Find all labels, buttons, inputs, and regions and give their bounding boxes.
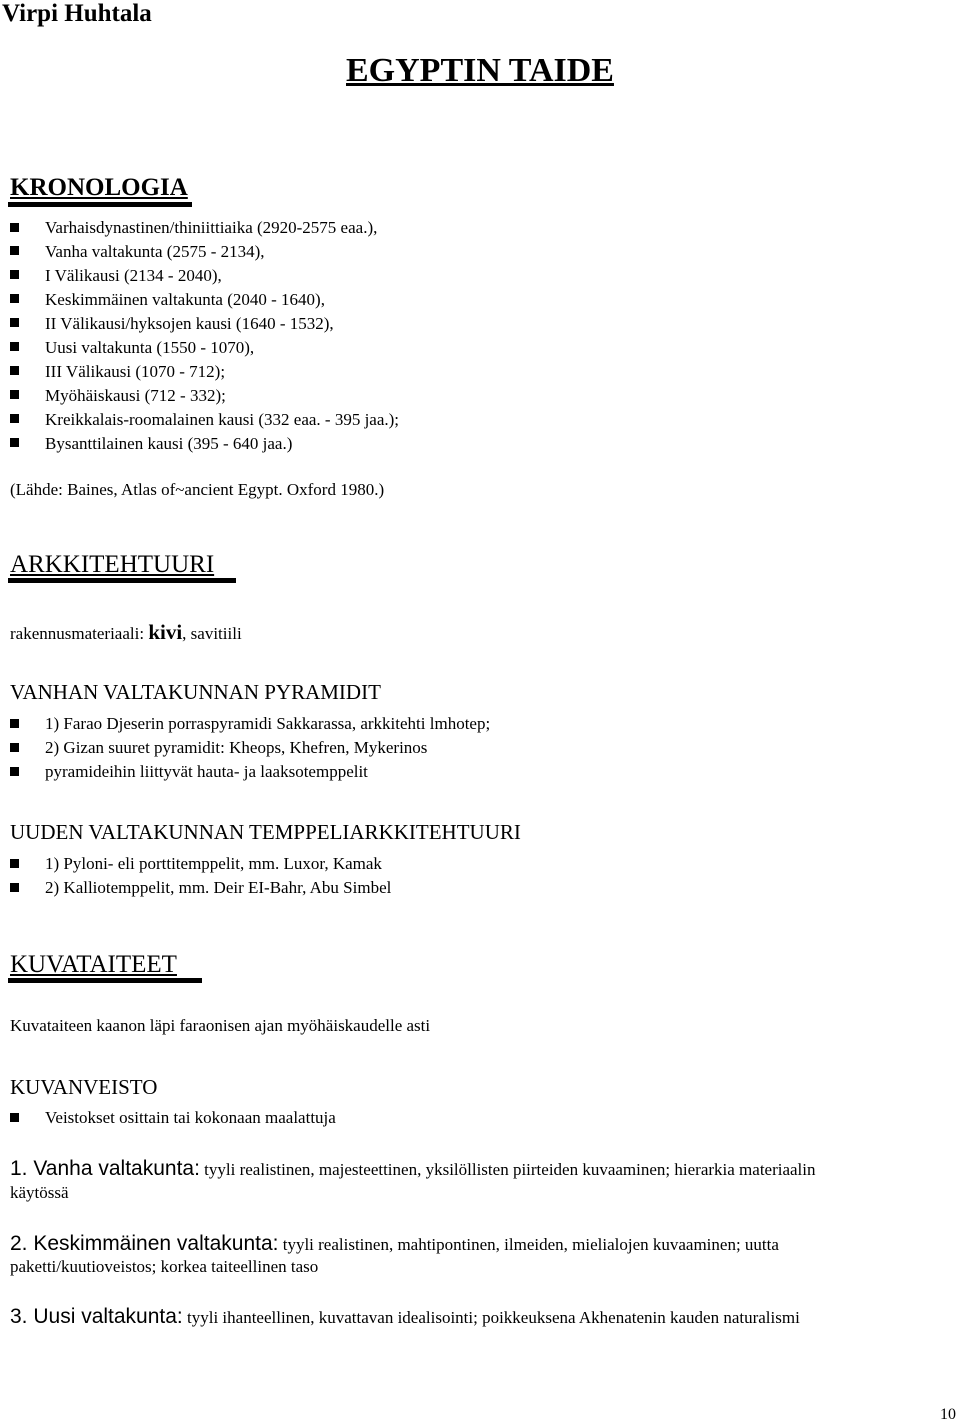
subheading-old-kingdom-pyramids: VANHAN VALTAKUNNAN PYRAMIDIT [10, 680, 381, 704]
bullet-icon [10, 719, 19, 728]
list-item: Myöhäiskausi (712 - 332); [45, 386, 226, 405]
period-middle-kingdom [10, 1232, 779, 1256]
period-text: tyyli realistinen, majesteettinen, yksilöllisten piirteiden kuvaaminen; hierarkia materiaalin [199, 1160, 816, 1179]
period-label: 2. Keskimmäinen valtakunta: [10, 1232, 279, 1255]
list-item: III Välikausi (1070 - 712); [45, 362, 226, 381]
section-heading-visual-arts: KUVATAITEET [10, 951, 177, 978]
document-title: EGYPTIN TAIDE [346, 52, 614, 89]
list-item: Varhaisdynastinen/thiniittiaika (2920-2575 eaa.), [45, 218, 378, 237]
bullet-icon [10, 883, 19, 892]
section-heading-chronology: KRONOLOGIA [10, 174, 188, 201]
list-item: 2) Gizan suuret pyramidit: Kheops, Khefren, Mykerinos [45, 738, 428, 757]
bullet-icon [10, 270, 19, 279]
list-item: 1) Farao Djeserin porraspyramidi Sakkarassa, arkkitehti lmhotep; [45, 714, 491, 733]
bullet-icon [10, 390, 19, 399]
bullet-icon [10, 342, 19, 351]
materials-suffix: , savitiili [182, 624, 242, 643]
subheading-sculpture: KUVANVEISTO [10, 1075, 158, 1099]
list-item: Bysanttilainen kausi (395 - 640 jaa.) [45, 434, 293, 453]
bullet-icon [10, 859, 19, 868]
bullet-icon [10, 767, 19, 776]
bullet-icon [10, 223, 19, 232]
list-item: I Välikausi (2134 - 2040), [45, 266, 222, 285]
bullet-icon [10, 438, 19, 447]
bullet-icon [10, 743, 19, 752]
period-label: 1. Vanha valtakunta: [10, 1157, 200, 1180]
author-name: Virpi Huhtala [2, 0, 152, 27]
section-heading-architecture: ARKKITEHTUURI [10, 551, 215, 578]
period-label: 3. Uusi valtakunta: [10, 1305, 183, 1328]
list-item: 2) Kalliotemppelit, mm. Deir EI-Bahr, Abu Simbel [45, 878, 392, 897]
page-number: 10 [940, 1406, 956, 1423]
heading-underline-bar [8, 578, 236, 583]
list-item: 1) Pyloni- eli porttitemppelit, mm. Luxor, Kamak [45, 854, 382, 873]
bullet-icon [10, 414, 19, 423]
period-old-kingdom [10, 1157, 816, 1181]
bullet-icon [10, 1113, 19, 1122]
period-continuation: paketti/kuutioveistos; korkea taiteellinen taso [10, 1257, 319, 1276]
materials-line [10, 620, 242, 645]
list-item: pyramideihin liittyvät hauta- ja laaksotemppelit [45, 762, 368, 781]
bullet-icon [10, 246, 19, 255]
materials-main: kivi [148, 620, 183, 644]
materials-prefix: rakennusmateriaali: [10, 624, 149, 643]
list-item: Vanha valtakunta (2575 - 2134), [45, 242, 265, 261]
period-continuation: käytössä [10, 1183, 69, 1202]
subheading-new-kingdom-temples: UUDEN VALTAKUNNAN TEMPPELIARKKITEHTUURI [10, 820, 521, 844]
heading-underline-bar [8, 202, 192, 207]
heading-underline-bar [8, 978, 202, 983]
bullet-icon [10, 366, 19, 375]
list-item: Uusi valtakunta (1550 - 1070), [45, 338, 255, 357]
list-item: Kreikkalais-roomalainen kausi (332 eaa. - 395 jaa.); [45, 410, 400, 429]
visual-arts-text: Kuvataiteen kaanon läpi faraonisen ajan myöhäiskaudelle asti [10, 1016, 431, 1035]
chronology-source: (Lähde: Baines, Atlas of~ancient Egypt. Oxford 1980.) [10, 480, 385, 499]
period-text: tyyli realistinen, mahtipontinen, ilmeiden, mielialojen kuvaaminen; uutta [278, 1235, 779, 1254]
bullet-icon [10, 318, 19, 327]
period-text: tyyli ihanteellinen, kuvattavan idealisointi; poikkeuksena Akhenatenin kauden naturalismi [182, 1308, 800, 1327]
list-item: Veistokset osittain tai kokonaan maalattuja [45, 1108, 336, 1127]
list-item: II Välikausi/hyksojen kausi (1640 - 1532), [45, 314, 334, 333]
list-item: Keskimmäinen valtakunta (2040 - 1640), [45, 290, 325, 309]
bullet-icon [10, 294, 19, 303]
period-new-kingdom [10, 1305, 800, 1329]
